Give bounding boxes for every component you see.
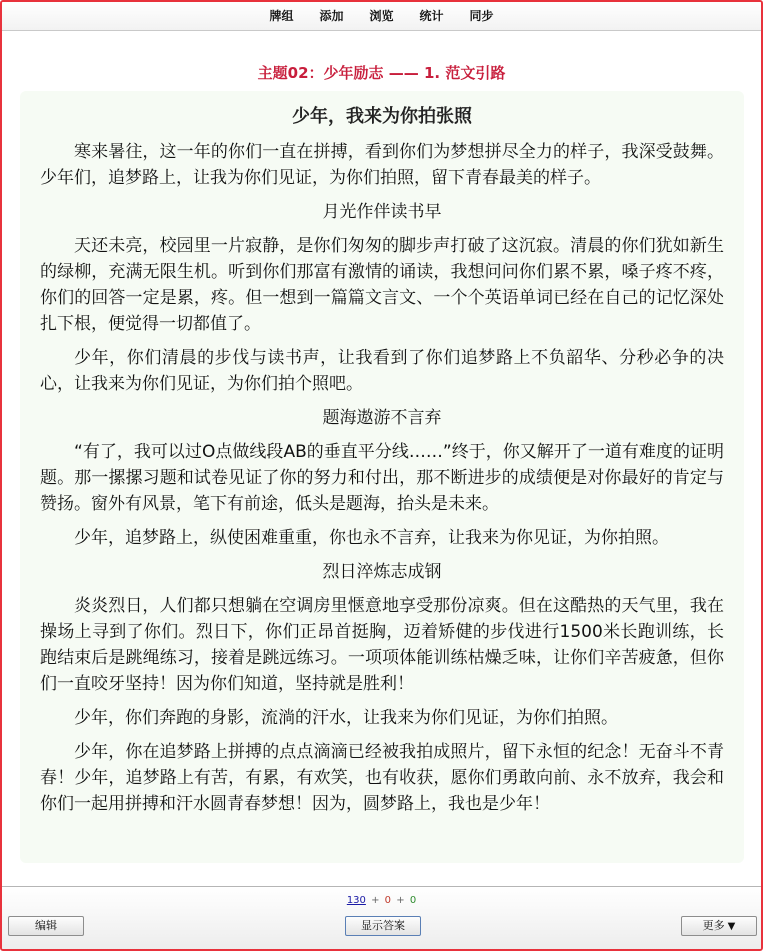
more-button-label: 更多 <box>702 919 725 932</box>
essay-paragraph: 少年，你们清晨的步伐与读书声，让我看到了你们追梦路上不负韶华、分秒必争的决心，让我来为你们见证，为你们拍个照吧。 <box>40 348 724 394</box>
nav-browse[interactable]: 浏览 <box>369 9 394 23</box>
essay-paragraph: “有了，我可以过O点做线段AB的垂直平分线……”终于，你又解开了一道有难度的证明题。那一摞摞习题和试卷见证了你的努力和付出，那不断进步的成绩便是对你最好的肯定与赞扬。窗外有风景，笔下有前途，低头是题海，抬头是未来。 <box>40 442 724 514</box>
essay-paragraph: 少年，追梦路上，纵使困难重重，你也永不言弃，让我来为你见证，为你拍照。 <box>74 528 669 548</box>
learn-count: 0 <box>384 895 392 906</box>
top-nav <box>256 2 506 30</box>
essay-paragraph: 少年，你们奔跑的身影，流淌的汗水，让我来为你们见证，为你们拍照。 <box>74 708 618 728</box>
essay-panel <box>20 91 744 863</box>
edit-button[interactable]: 编辑 <box>8 916 84 936</box>
essay-subtitle: 月光作伴读书早 <box>322 202 442 222</box>
essay-paragraph: 少年，你在追梦路上拼搏的点点滴滴已经被我拍成照片，留下永恒的纪念！无奋斗不青春！少年，追梦路上有苦，有累，有欢笑，也有收获，愿你们勇敢向前、永不放弃，我会和你们一起用拼搏和汗水圆青春梦想！因为，圆梦路上，我也是少年！ <box>40 742 724 814</box>
nav-stats[interactable]: 统计 <box>419 9 444 23</box>
card-content <box>2 31 761 885</box>
essay-paragraph: 炎炎烈日，人们都只想躺在空调房里惬意地享受那份凉爽。但在这酷热的天气里，我在操场上寻到了你们。烈日下，你们正昂首挺胸，迈着矫健的步伐进行1500米长跑训练，长跑结束后是跳绳练习，接着是跳远练习。一项项体能训练枯燥乏味，让你们辛苦疲惫，但你们一直咬牙坚持！因为你们知道，坚持就是胜利！ <box>40 596 724 694</box>
top-toolbar <box>2 2 761 31</box>
nav-sync[interactable]: 同步 <box>469 9 494 23</box>
nav-decks[interactable]: 牌组 <box>269 9 294 23</box>
essay-paragraph: 寒来暑往，这一年的你们一直在拼搏，看到你们为梦想拼尽全力的样子，我深受鼓舞。少年们，追梦路上，让我为你们见证，为你们拍照，留下青春最美的样子。 <box>40 142 724 188</box>
essay-subtitle: 烈日淬炼志成钢 <box>322 562 442 582</box>
show-answer-button[interactable]: 显示答案 <box>345 916 421 936</box>
bottom-toolbar <box>2 886 761 950</box>
count-separator: + <box>371 895 380 906</box>
nav-add[interactable]: 添加 <box>319 9 344 23</box>
new-count[interactable]: 130 <box>346 895 366 906</box>
essay-subtitle: 题海遨游不言弃 <box>322 408 442 428</box>
due-counts <box>2 895 761 906</box>
count-separator: + <box>396 895 405 906</box>
chevron-down-icon: ▼ <box>727 921 736 932</box>
essay-title: 少年，我来为你拍张照 <box>292 106 472 127</box>
more-button[interactable] <box>681 916 757 936</box>
theme-title: 主题02：少年励志 —— 1. 范文引路 <box>257 64 506 82</box>
essay-paragraph: 天还未亮，校园里一片寂静，是你们匆匆的脚步声打破了这沉寂。清晨的你们犹如新生的绿柳，充满无限生机。听到你们那富有激情的诵读，我想问问你们累不累，嗓子疼不疼，你们的回答一定是累，疼。但一想到一篇篇文言文、一个个英语单词已经在自己的记忆深处扎下根，便觉得一切都值了。 <box>40 236 724 334</box>
review-count: 0 <box>409 895 417 906</box>
